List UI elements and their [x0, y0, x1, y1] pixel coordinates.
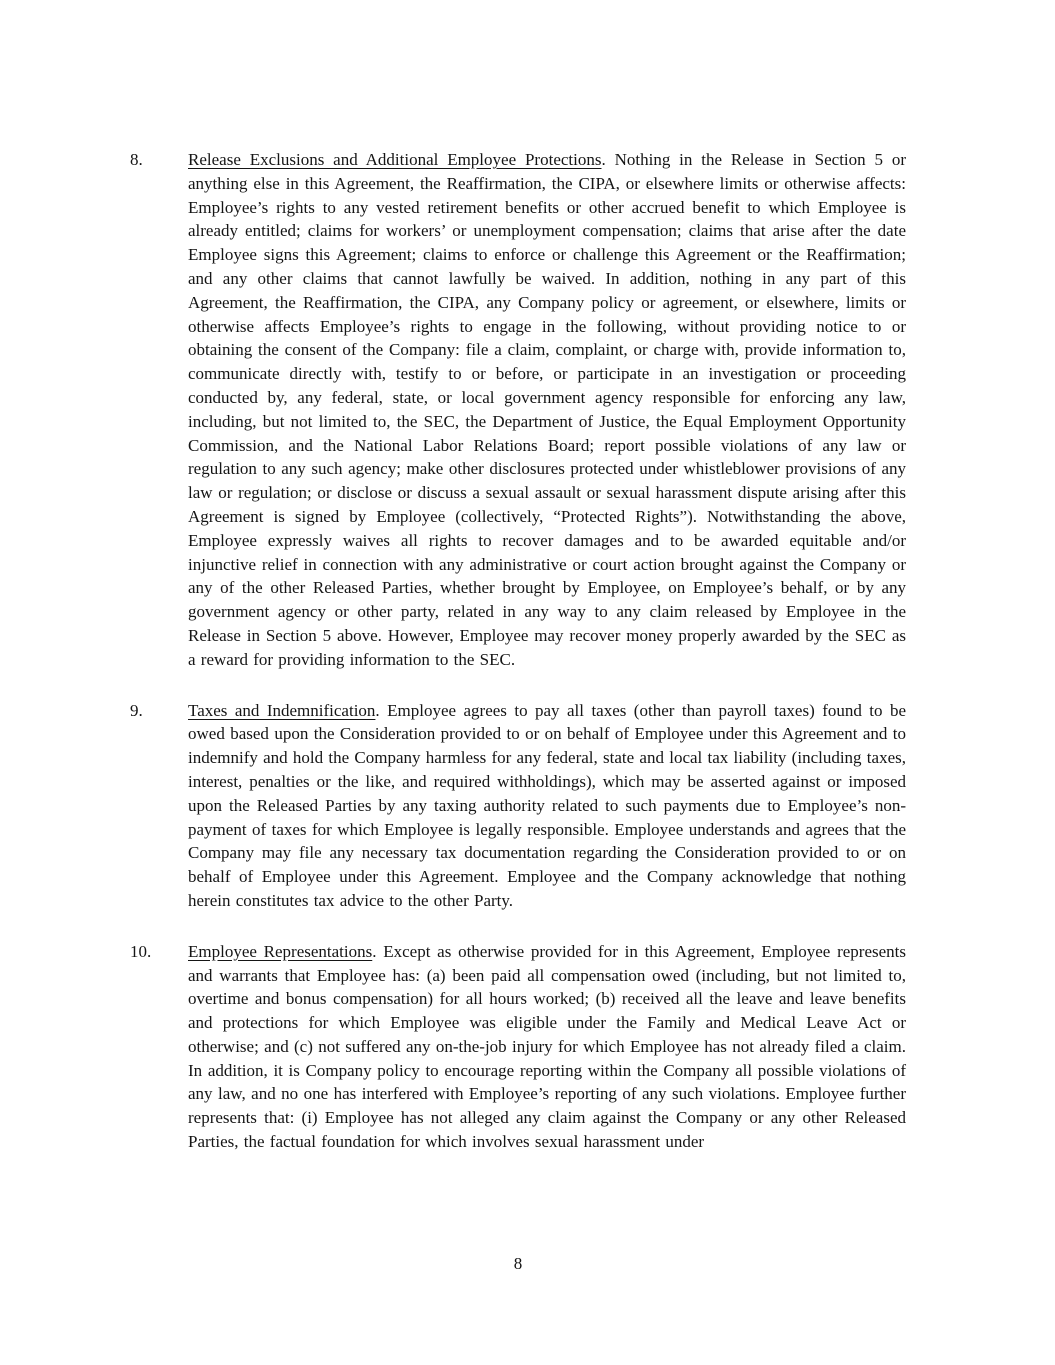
section-heading: Release Exclusions and Additional Employee Protections [188, 150, 602, 169]
section-heading: Taxes and Indemnification [188, 700, 376, 720]
page-number: 8 [513, 1254, 523, 1273]
section-body: Nothing in the Release in Section 5 or anything else in this Agreement, the Reaffirmation, the CIPA, or elsewhere limits or otherwise affects: Employee’s rights to any vested retirement benefits or other accrued benefit to which Employee is already entitled; claims for workers’ or unemployment compensation; claims that arise after the date Employee signs this Agreement; claims to enforce or challenge this Agreement or the Reaffirmation; and any other claims that cannot lawfully be waived. In addition, nothing in any part of this Agreement, the Reaffirmation, the CIPA, any Company policy or agreement, or elsewhere, limits or otherwise affects Employee’s rights to engage in the following, without providing notice to or obtaining the consent of the Company: file a claim, complaint, or charge with, provide information to, communicate directly with, testify to or before, or participate in an investigation or proceeding conducted by, any federal, state, or local government agency responsible for enforcing any law, including, but not limited to, the SEC, the Department of Justice, the Equal Employment Opportunity Commission, and the National Labor Relations Board; report possible violations of any law or regulation to any such agency; make other disclosures protected under whistleblower provisions of any law or regulation; or disclose or discuss a sexual assault or sexual harassment dispute arising after this Agreement is signed by Employee (collectively, “Protected Rights”). Notwithstanding the above, Employee expressly waives all rights to recover damages and to be awarded equitable and/or injunctive relief in connection with any administrative or court action brought against the Company or any of the other Released Parties, whether brought by Employee, on Employee’s behalf, or by any government agency or other party, related in any way to any claim released by Employee in the Release in Section 5 above. However, Employee may recover money properly awarded by the SEC as a reward for providing information to the SEC. [188, 150, 907, 669]
section-paragraph [188, 940, 906, 1154]
section-10 [130, 940, 906, 1154]
section-body: Except as otherwise provided for in this Agreement, Employee represents and warrants that Employee has: (a) been paid all compensation owed (including, but not limited to, overtime and bonus compensation) for all hours worked; (b) received all the leave and leave benefits and protections for which Employee was eligible under the Family and Medical Leave Act or otherwise; and (c) not suffered any on-the-job injury for which Employee has not already filed a claim. In addition, it is Company policy to encourage reporting within the Company all possible violations of any law, and no one has interfered with Employee’s reporting of any such violations. Employee further represents that: (i) Employee has not alleged any claim against the Company or any other Released Parties, the factual foundation for which involves sexual harassment under [188, 941, 906, 1152]
heading-separator: . [375, 700, 388, 720]
page-content [130, 148, 906, 1181]
section-number: 10. [130, 941, 152, 961]
section-8 [130, 148, 906, 672]
heading-separator: . [372, 941, 384, 961]
section-body: Employee agrees to pay all taxes (other than payroll taxes) found to be owed based upon the Consideration provided to or on behalf of Employee under this Agreement and to indemnify and hold the Company harmless for any federal, state and local tax liability (including taxes, interest, penalties or the like, and required withholdings), which may be asserted against or imposed upon the Released Parties by any taxing authority related to such payments due to Employee’s non-payment of taxes for which Employee is legally responsible. Employee understands and agrees that the Company may file any necessary tax documentation regarding the Consideration provided to or on behalf of Employee under this Agreement. Employee and the Company acknowledge that nothing herein constitutes tax advice to the other Party. [188, 700, 907, 910]
section-number: 8. [130, 150, 143, 169]
section-paragraph [188, 148, 906, 672]
section-number: 9. [130, 700, 143, 720]
section-paragraph [188, 699, 906, 913]
section-heading: Employee Representations [188, 941, 373, 961]
section-9 [130, 699, 906, 913]
heading-separator: . [601, 150, 615, 169]
